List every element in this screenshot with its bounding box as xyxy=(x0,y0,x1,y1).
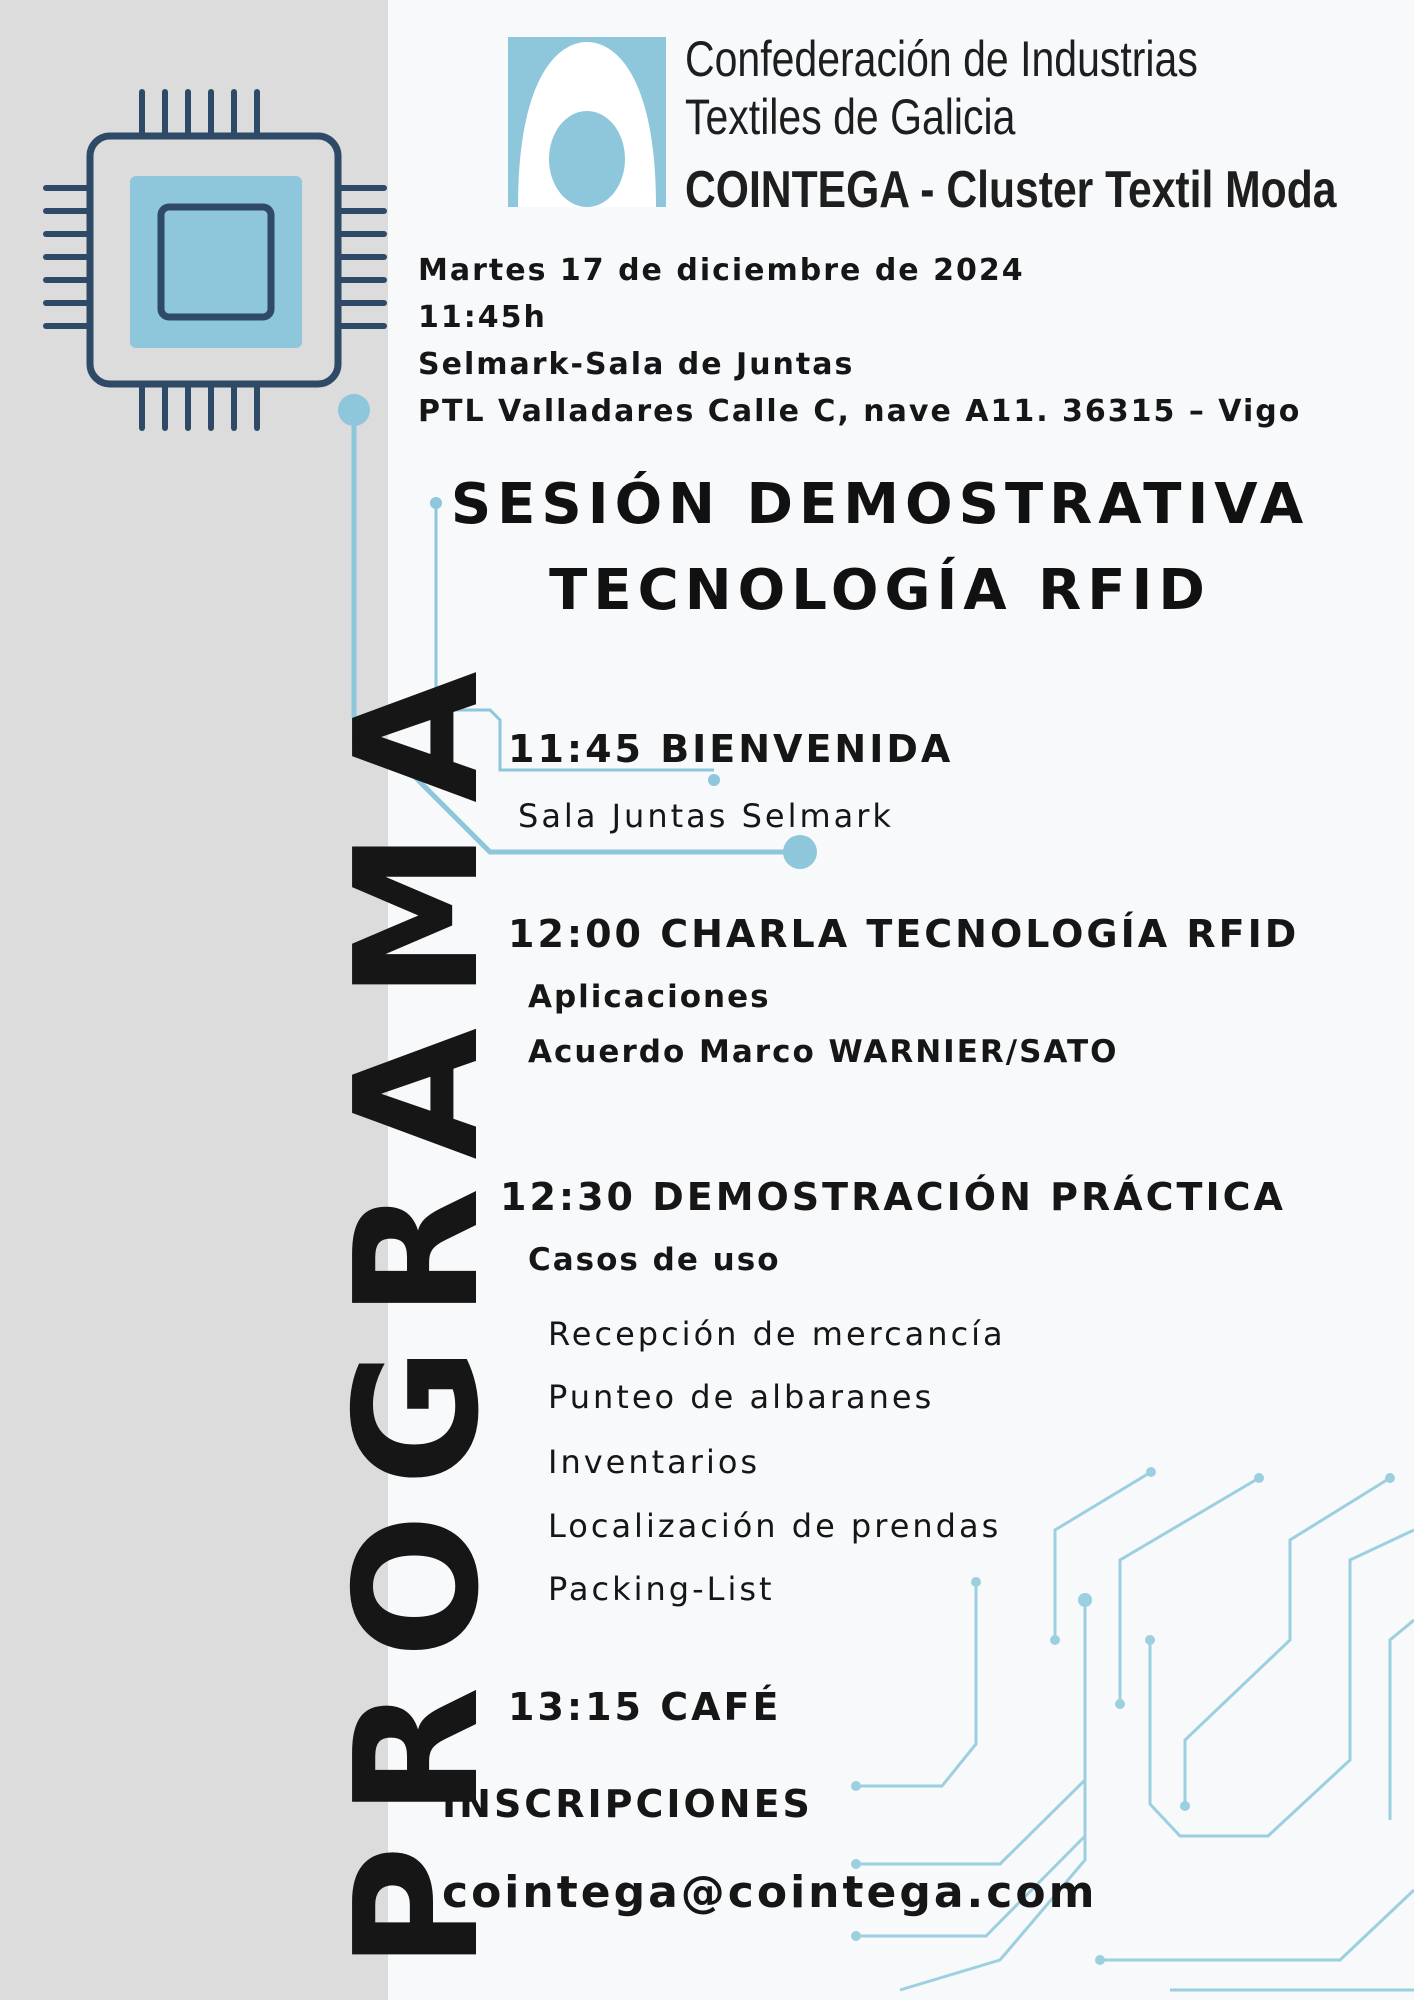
headline-line-1: SESIÓN DEMOSTRATIVA xyxy=(450,472,1310,537)
event-time: 11:45h xyxy=(418,300,547,335)
demo-subheading: Casos de uso xyxy=(528,1242,781,1278)
cointega-logo-icon xyxy=(508,37,666,207)
event-date: Martes 17 de diciembre de 2024 xyxy=(418,253,1025,288)
talk-item: Aplicaciones xyxy=(528,979,771,1015)
microchip-icon xyxy=(46,92,384,428)
talk-item: Acuerdo Marco WARNIER/SATO xyxy=(528,1034,1119,1070)
event-info xyxy=(418,247,1301,435)
demo-item: Packing-List xyxy=(548,1570,775,1608)
event-address: PTL Valladares Calle C, nave A11. 36315 – Vigo xyxy=(418,394,1302,429)
demo-item: Inventarios xyxy=(548,1443,761,1481)
demo-heading: 12:30 DEMOSTRACIÓN PRÁCTICA xyxy=(500,1175,1286,1219)
registration-heading: INSCRIPCIONES xyxy=(442,1782,813,1826)
demo-item: Punteo de albaranes xyxy=(548,1378,935,1416)
welcome-detail: Sala Juntas Selmark xyxy=(518,797,894,835)
logo-line-2: Textiles de Galicia xyxy=(685,89,1016,145)
coffee-heading: 13:15 CAFÉ xyxy=(508,1685,782,1729)
welcome-heading: 11:45 BIENVENIDA xyxy=(508,727,954,771)
logo-line-1: Confederación de Industrias xyxy=(685,31,1198,87)
demo-item: Recepción de mercancía xyxy=(548,1315,1006,1353)
event-venue: Selmark-Sala de Juntas xyxy=(418,347,855,382)
headline-line-2: TECNOLOGÍA RFID xyxy=(549,558,1211,623)
talk-heading: 12:00 CHARLA TECNOLOGÍA RFID xyxy=(508,912,1300,956)
logo-line-3: COINTEGA - Cluster Textil Moda xyxy=(685,161,1337,219)
registration-email-link[interactable]: cointega@cointega.com xyxy=(442,1867,1098,1918)
programa-vertical-title: PROGRAMA xyxy=(319,643,517,1970)
demo-item: Localización de prendas xyxy=(548,1507,1002,1545)
